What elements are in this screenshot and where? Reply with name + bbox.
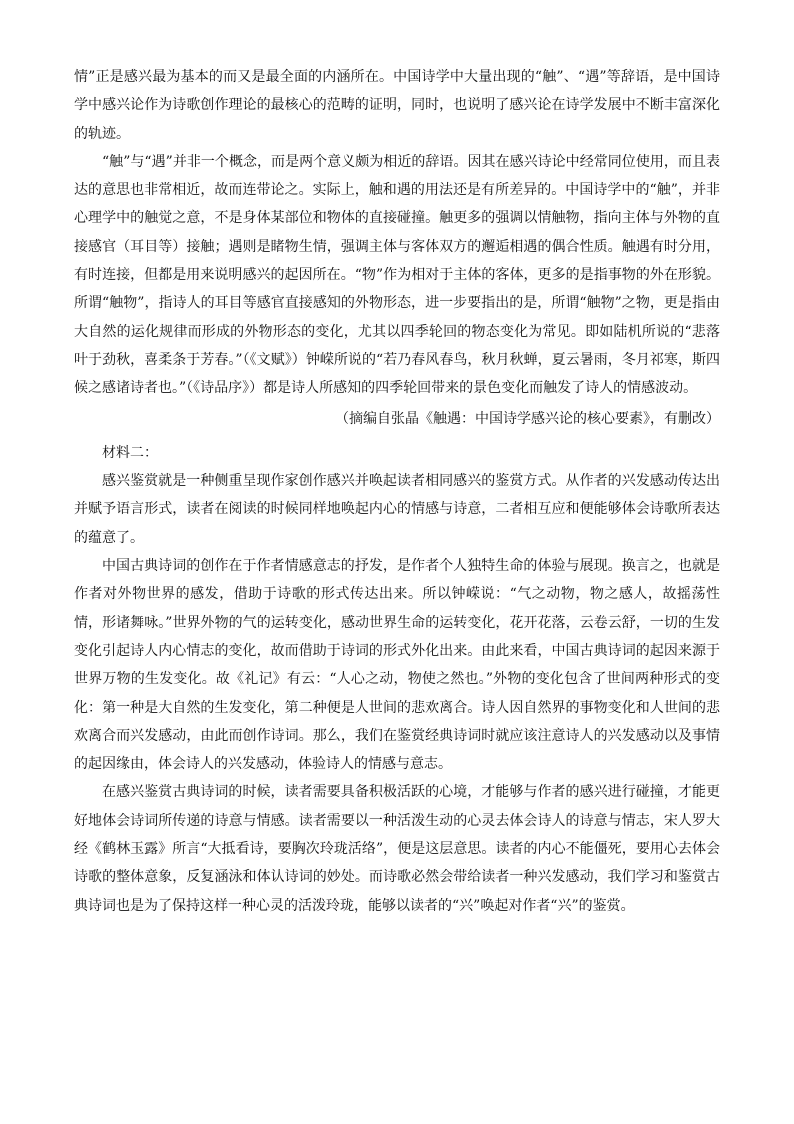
paragraph-appreciation: 感兴鉴赏就是一种侧重呈现作家创作感兴并唤起读者相同感兴的鉴赏方式。从作者的兴发感动传达出并赋予语言形式，读者在阅读的时候同样地唤起内心的情感与诗意，二者相互应和便能够体会诗歌所表达的蕴意了。: [74, 473, 720, 546]
document-page: [74, 63, 720, 920]
paragraph-continued: 情”正是感兴最为基本的而又是最全面的内涵所在。中国诗学中大量出现的“触”、“遇”等辞语，是中国诗学中感兴论作为诗歌创作理论的最核心的范畴的证明，同时，也说明了感兴论在诗学发展中不断丰富深化的轨迹。: [74, 69, 720, 142]
paragraph-classical-poetry: 中国古典诗词的创作在于作者情感意志的抒发，是作者个人独特生命的体验与展现。换言之，也就是作者对外物世界的感发，借助于诗歌的形式传达出来。所以钟嵘说：“气之动物，物之感人，故摇荡性情，形诸舞咏。”世界外物的气的运转变化，感动世界生命的运转变化，花开花落，云卷云舒，一切的生发变化引起诗人内心情志的变化，故而借助于诗词的形式外化出来。由此来看，中国古典诗词的起因来源于世界万物的生发变化。故《礼记》有云：“人心之动，物使之然也。”外物的变化包含了世间两种形式的变化：第一种是大自然的生发变化，第二种便是人世间的悲欢离合。诗人因自然界的事物变化和人世间的悲欢离合而兴发感动，由此而创作诗词。那么，我们在鉴赏经典诗词时就应该注意诗人的兴发感动以及事情的起因缘由，体会诗人的兴发感动，体验诗人的情感与意志。: [74, 558, 720, 773]
paragraph-chu-yu: “触”与“遇”并非一个概念，而是两个意义颇为相近的辞语。因其在感兴诗论中经常同位使用，而且表达的意思也非常相近，故而连带论之。实际上，触和遇的用法还是有所差异的。中国诗学中的“触”，并非心理学中的触觉之意，不是身体某部位和物体的直接碰撞。触更多的强调以情触物，指向主体与外物的直接感官（耳目等）接触；遇则是睹物生情，强调主体与客体双方的邂逅相遇的偶合性质。触遇有时分用，有时连接，但都是用来说明感兴的起因所在。“物”作为相对于主体的客体，更多的是指事物的外在形貌。所谓“触物”，指诗人的耳目等感官直接感知的外物形态，进一步要指出的是，所谓“触物”之物，更是指由大自然的运化规律而形成的外物形态的变化，尤其以四季轮回的物态变化为常见。即如陆机所说的“悲落叶于劲秋，喜柔条于芳春。”（《文赋》）钟嵘所说的“若乃春风春鸟，秋月秋蝉，夏云暑雨，冬月祁寒，斯四候之感诸诗者也。”（《诗品序》）都是诗人所感知的四季轮回带来的景色变化而触发了诗人的情感波动。: [74, 153, 720, 397]
material-two-heading: 材料二：: [102, 444, 158, 461]
source-citation: （摘编自张晶《触遇：中国诗学感兴论的核心要素》，有删改）: [335, 410, 720, 427]
paragraph-reader-mind: 在感兴鉴赏古典诗词的时候，读者需要具备积极活跃的心境，才能够与作者的感兴进行碰撞，才能更好地体会诗词所传递的诗意与情感。读者需要以一种活泼生动的心灵去体会诗人的诗意与情志，宋人罗大经《鹤林玉露》所言“大抵看诗，要胸次玲珑活络”，便是这层意思。读者的内心不能僵死，要用心去体会诗歌的整体意象，反复涵泳和体认诗词的妙处。而诗歌必然会带给读者一种兴发感动，我们学习和鉴赏古典诗词也是为了保持这样一种心灵的活泼玲珑，能够以读者的“兴”唤起对作者“兴”的鉴赏。: [74, 784, 720, 914]
